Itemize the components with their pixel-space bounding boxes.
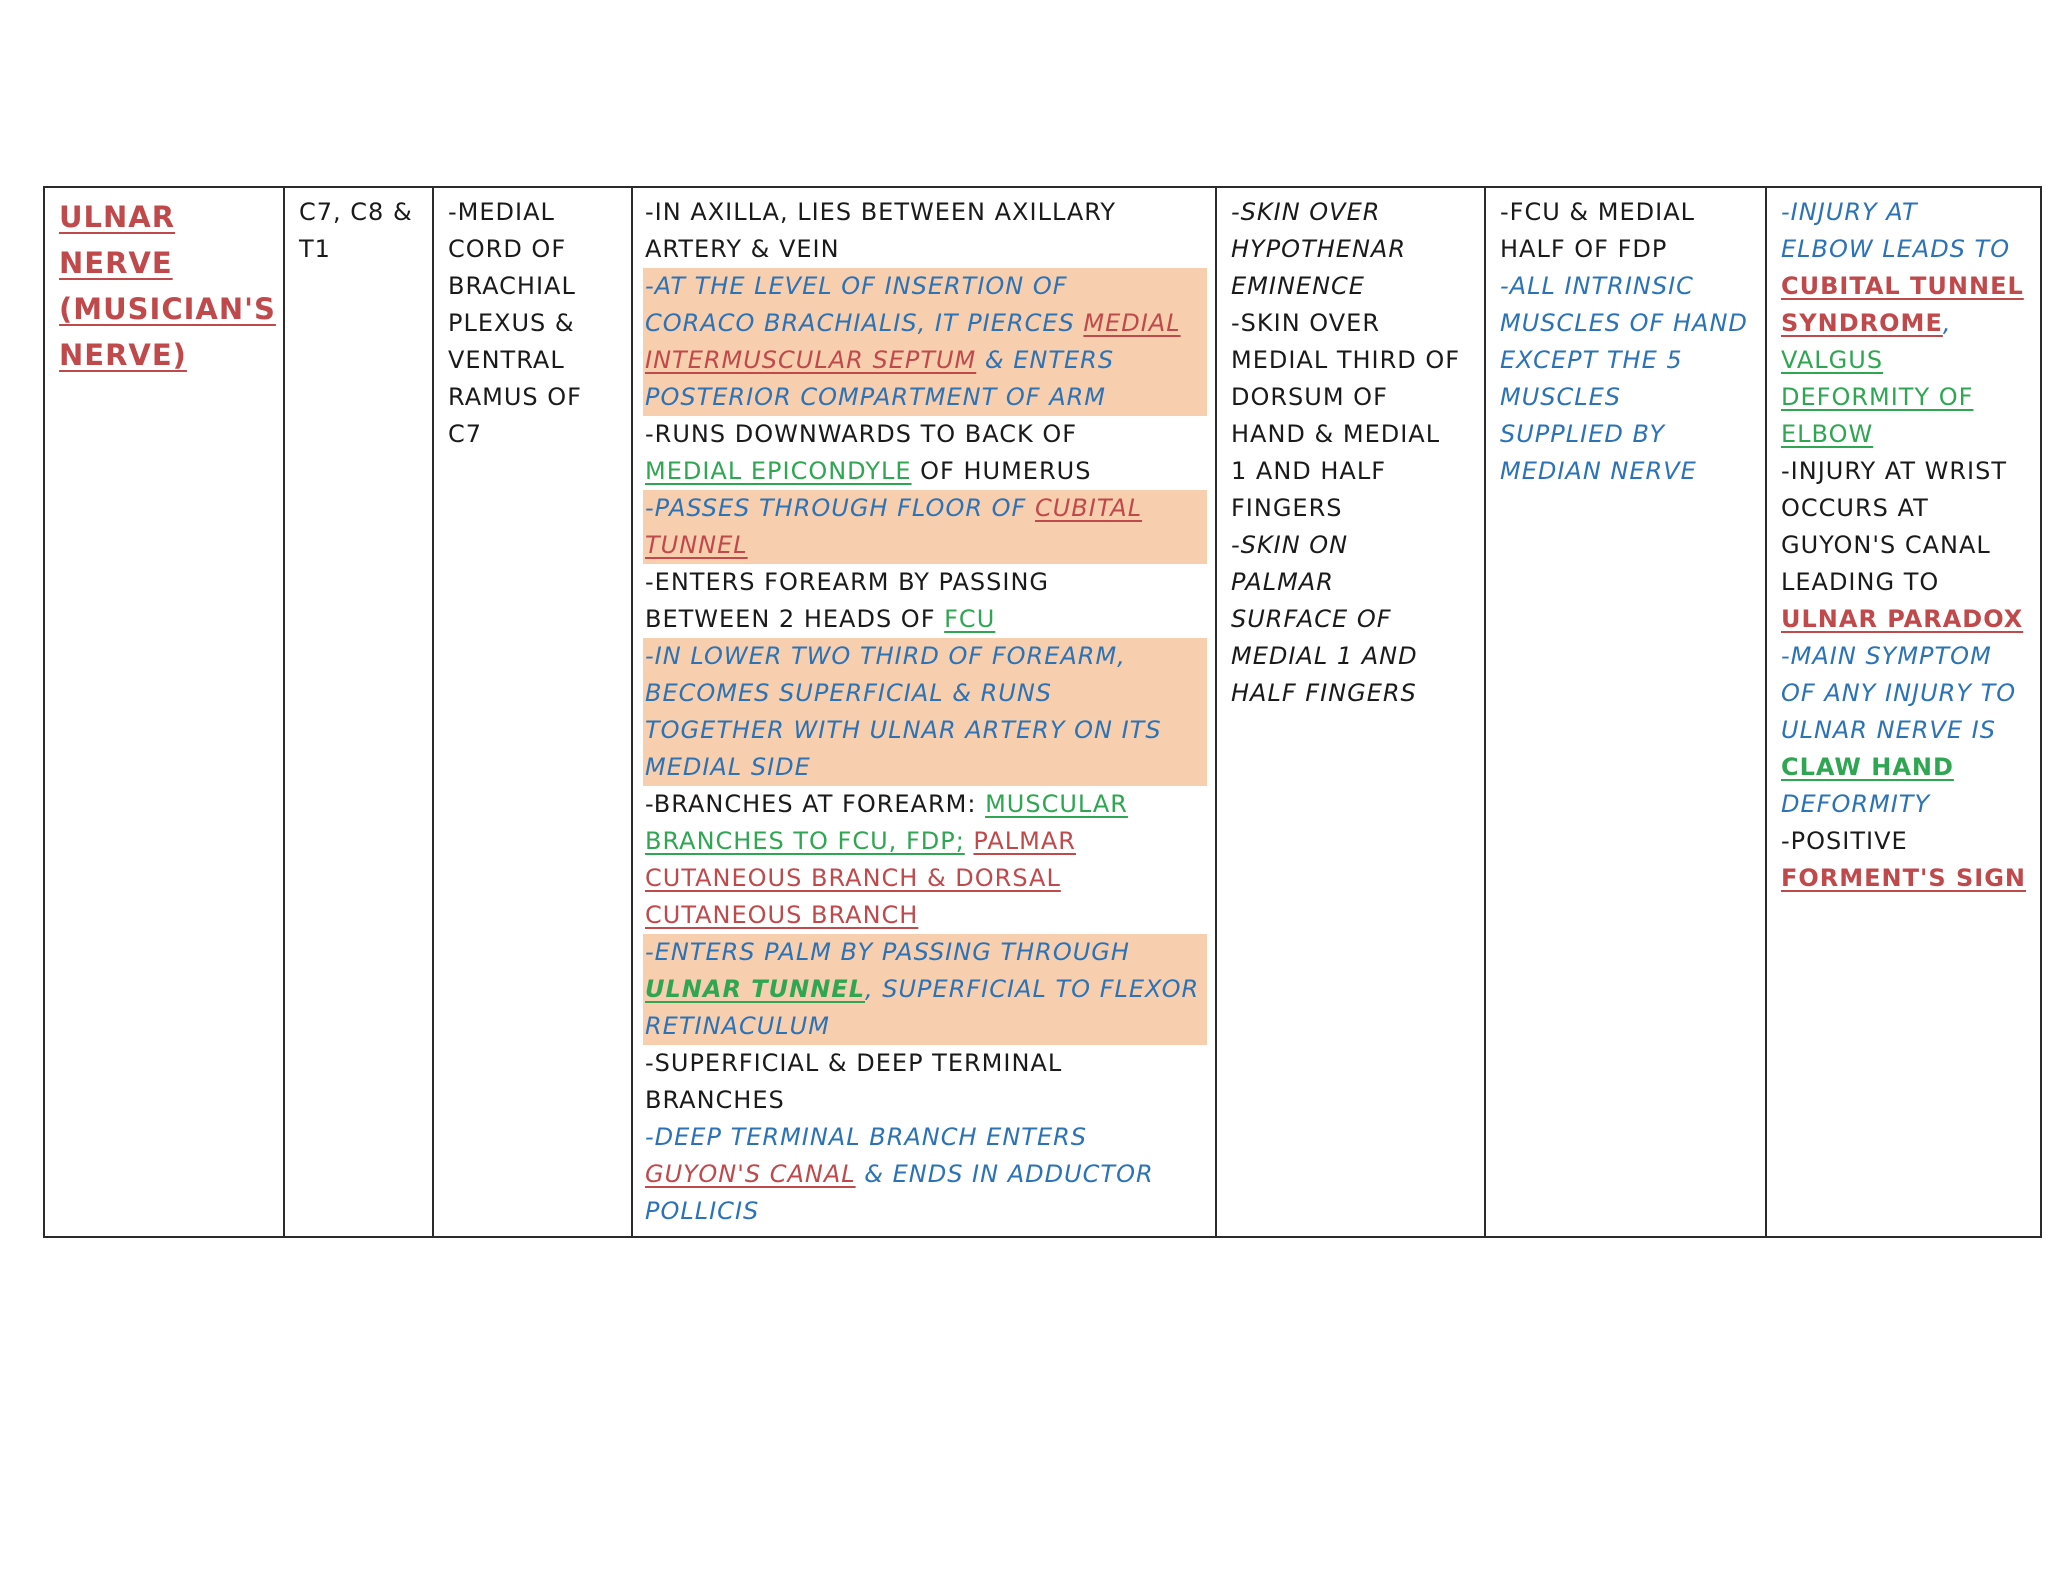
course-term: CUTANEOUS BRANCH xyxy=(645,901,919,929)
injury-text: , xyxy=(1942,309,1952,337)
course-line xyxy=(643,379,1207,416)
course-line xyxy=(643,1119,1207,1156)
injury-term: CUBITAL TUNNEL xyxy=(1781,272,2024,300)
course-text: -DEEP TERMINAL BRANCH ENTERS xyxy=(645,1123,1088,1151)
injury-line: OCCURS AT xyxy=(1781,494,1929,522)
injury-line: -INJURY AT WRIST xyxy=(1781,457,2007,485)
course-text: BETWEEN 2 HEADS OF xyxy=(645,605,945,633)
sensory-line: EMINENCE xyxy=(1231,272,1365,300)
injury-line xyxy=(1779,305,2028,342)
injury-line xyxy=(1779,601,2028,638)
sensory-line: SURFACE OF xyxy=(1231,605,1392,633)
course-line xyxy=(643,1193,1207,1230)
course-line xyxy=(643,564,1207,601)
course-text: BECOMES SUPERFICIAL & RUNS xyxy=(645,679,1053,707)
injury-line xyxy=(1779,342,2028,379)
sensory-line: 1 AND HALF xyxy=(1231,457,1387,485)
sensory-line: -SKIN OVER xyxy=(1231,309,1381,337)
course-text: & ENTERS xyxy=(976,346,1115,374)
motor-line: HALF OF FDP xyxy=(1500,235,1668,263)
course-line xyxy=(643,268,1207,305)
origin-line: C7 xyxy=(448,420,483,448)
course-term: MUSCULAR xyxy=(985,790,1128,818)
sensory-cell xyxy=(1216,187,1485,1237)
course-text: RETINACULUM xyxy=(645,1012,830,1040)
injury-term: FORMENT'S SIGN xyxy=(1781,864,2026,892)
injury-term: ELBOW xyxy=(1781,420,1874,448)
table-row xyxy=(44,187,2041,1237)
course-line xyxy=(643,897,1207,934)
course-line xyxy=(643,675,1207,712)
course-line xyxy=(643,453,1207,490)
injury-line: -MAIN SYMPTOM xyxy=(1781,642,1992,670)
course-text: -BRANCHES AT FOREARM: xyxy=(645,790,986,818)
course-term: FCU xyxy=(944,605,996,633)
course-line xyxy=(643,860,1207,897)
origin-line: RAMUS OF xyxy=(448,383,582,411)
motor-line: SUPPLIED BY xyxy=(1500,420,1666,448)
course-term: BRANCHES TO FCU, FDP; xyxy=(645,827,965,855)
course-line xyxy=(643,1156,1207,1193)
course-term: TUNNEL xyxy=(645,531,748,559)
course-line xyxy=(643,601,1207,638)
origin-cell xyxy=(433,187,632,1237)
injury-line xyxy=(1779,379,2028,416)
course-line xyxy=(643,1082,1207,1119)
injury-line xyxy=(1779,416,2028,453)
root-line: T1 xyxy=(299,235,331,263)
injury-term: DEFORMITY OF xyxy=(1781,383,1974,411)
sensory-line: FINGERS xyxy=(1231,494,1343,522)
course-text: -SUPERFICIAL & DEEP TERMINAL xyxy=(645,1049,1063,1077)
course-line xyxy=(643,342,1207,379)
course-text: POSTERIOR COMPARTMENT OF ARM xyxy=(645,383,1106,411)
injury-line: ULNAR NERVE IS xyxy=(1781,716,1996,744)
nerve-title-line: NERVE xyxy=(59,246,173,280)
origin-line: VENTRAL xyxy=(448,346,565,374)
course-term: CUTANEOUS BRANCH & DORSAL xyxy=(645,864,1061,892)
course-line xyxy=(643,1008,1207,1045)
injury-term: ULNAR PARADOX xyxy=(1781,605,2024,633)
course-text: -ENTERS PALM BY PASSING THROUGH xyxy=(645,938,1130,966)
course-term: MEDIAL EPICONDYLE xyxy=(645,457,912,485)
course-line xyxy=(643,305,1207,342)
course-line xyxy=(643,416,1207,453)
nerve-title-line: NERVE) xyxy=(59,338,187,372)
course-term: PALMAR xyxy=(973,827,1076,855)
injury-line: DEFORMITY xyxy=(1781,790,1931,818)
origin-line: PLEXUS & xyxy=(448,309,575,337)
injury-term: SYNDROME xyxy=(1781,309,1943,337)
nerve-table xyxy=(43,186,2042,1238)
injury-line: GUYON'S CANAL xyxy=(1781,531,1991,559)
course-text: -IN AXILLA, LIES BETWEEN AXILLARY xyxy=(645,198,1117,226)
course-cell xyxy=(632,187,1216,1237)
course-line xyxy=(643,934,1207,971)
origin-line: CORD OF xyxy=(448,235,567,263)
sensory-line: PALMAR xyxy=(1231,568,1334,596)
sensory-line: MEDIAL 1 AND xyxy=(1231,642,1418,670)
motor-line: -ALL INTRINSIC xyxy=(1500,272,1694,300)
nerve-name-cell xyxy=(44,187,284,1237)
motor-line: EXCEPT THE 5 xyxy=(1500,346,1683,374)
course-text: ARTERY & VEIN xyxy=(645,235,840,263)
injury-line xyxy=(1779,749,2028,786)
course-line xyxy=(643,527,1207,564)
sensory-line: -SKIN OVER xyxy=(1231,198,1381,226)
injury-line: ELBOW LEADS TO xyxy=(1781,235,2011,263)
injury-line: -INJURY AT xyxy=(1781,198,1918,226)
injury-line: LEADING TO xyxy=(1781,568,1940,596)
course-text: BRANCHES xyxy=(645,1086,785,1114)
course-text: -AT THE LEVEL OF INSERTION OF xyxy=(645,272,1068,300)
injury-cell xyxy=(1766,187,2041,1237)
injury-line xyxy=(1779,268,2028,305)
course-line xyxy=(643,638,1207,675)
course-line xyxy=(643,786,1207,823)
course-line xyxy=(643,1045,1207,1082)
motor-line: MEDIAN NERVE xyxy=(1500,457,1697,485)
course-text: TOGETHER WITH ULNAR ARTERY ON ITS xyxy=(645,716,1162,744)
nerve-title-line: (MUSICIAN'S xyxy=(59,292,276,326)
injury-line: -POSITIVE xyxy=(1781,827,1908,855)
origin-line: BRACHIAL xyxy=(448,272,576,300)
course-line xyxy=(643,823,1207,860)
sensory-line: MEDIAL THIRD OF xyxy=(1231,346,1461,374)
course-text: POLLICIS xyxy=(645,1197,760,1225)
course-text: OF HUMERUS xyxy=(911,457,1092,485)
course-term: MEDIAL xyxy=(1083,309,1181,337)
course-term: CUBITAL xyxy=(1034,494,1143,522)
root-cell xyxy=(284,187,433,1237)
motor-line: MUSCLES OF HAND xyxy=(1500,309,1748,337)
injury-term: VALGUS xyxy=(1781,346,1884,374)
sensory-line: HAND & MEDIAL xyxy=(1231,420,1441,448)
motor-cell xyxy=(1485,187,1766,1237)
nerve-title-line: ULNAR xyxy=(59,200,176,234)
course-text: -IN LOWER TWO THIRD OF FOREARM, xyxy=(645,642,1126,670)
course-line xyxy=(643,490,1207,527)
course-text: & ENDS IN ADDUCTOR xyxy=(855,1160,1154,1188)
sensory-line: DORSUM OF xyxy=(1231,383,1388,411)
sensory-line: -SKIN ON xyxy=(1231,531,1349,559)
course-text: -PASSES THROUGH FLOOR OF xyxy=(645,494,1035,522)
course-line xyxy=(643,749,1207,786)
root-line: C7, C8 & xyxy=(299,198,413,226)
injury-line: OF ANY INJURY TO xyxy=(1781,679,2017,707)
sensory-line: HALF FINGERS xyxy=(1231,679,1417,707)
course-text: MEDIAL SIDE xyxy=(645,753,811,781)
course-text: CORACO BRACHIALIS, IT PIERCES xyxy=(645,309,1084,337)
injury-term: CLAW HAND xyxy=(1781,753,1954,781)
course-term: ULNAR TUNNEL xyxy=(645,975,865,1003)
course-line xyxy=(643,194,1207,231)
origin-line: -MEDIAL xyxy=(448,198,555,226)
course-text: , SUPERFICIAL TO FLEXOR xyxy=(865,975,1200,1003)
course-line xyxy=(643,971,1207,1008)
course-text: -RUNS DOWNWARDS TO BACK OF xyxy=(645,420,1078,448)
course-term: INTERMUSCULAR SEPTUM xyxy=(645,346,977,374)
course-line xyxy=(643,712,1207,749)
sensory-line: HYPOTHENAR xyxy=(1231,235,1406,263)
injury-line xyxy=(1779,860,2028,897)
course-line xyxy=(643,231,1207,268)
motor-line: -FCU & MEDIAL xyxy=(1500,198,1695,226)
course-text: -ENTERS FOREARM BY PASSING xyxy=(645,568,1049,596)
motor-line: MUSCLES xyxy=(1500,383,1622,411)
course-term: GUYON'S CANAL xyxy=(645,1160,856,1188)
